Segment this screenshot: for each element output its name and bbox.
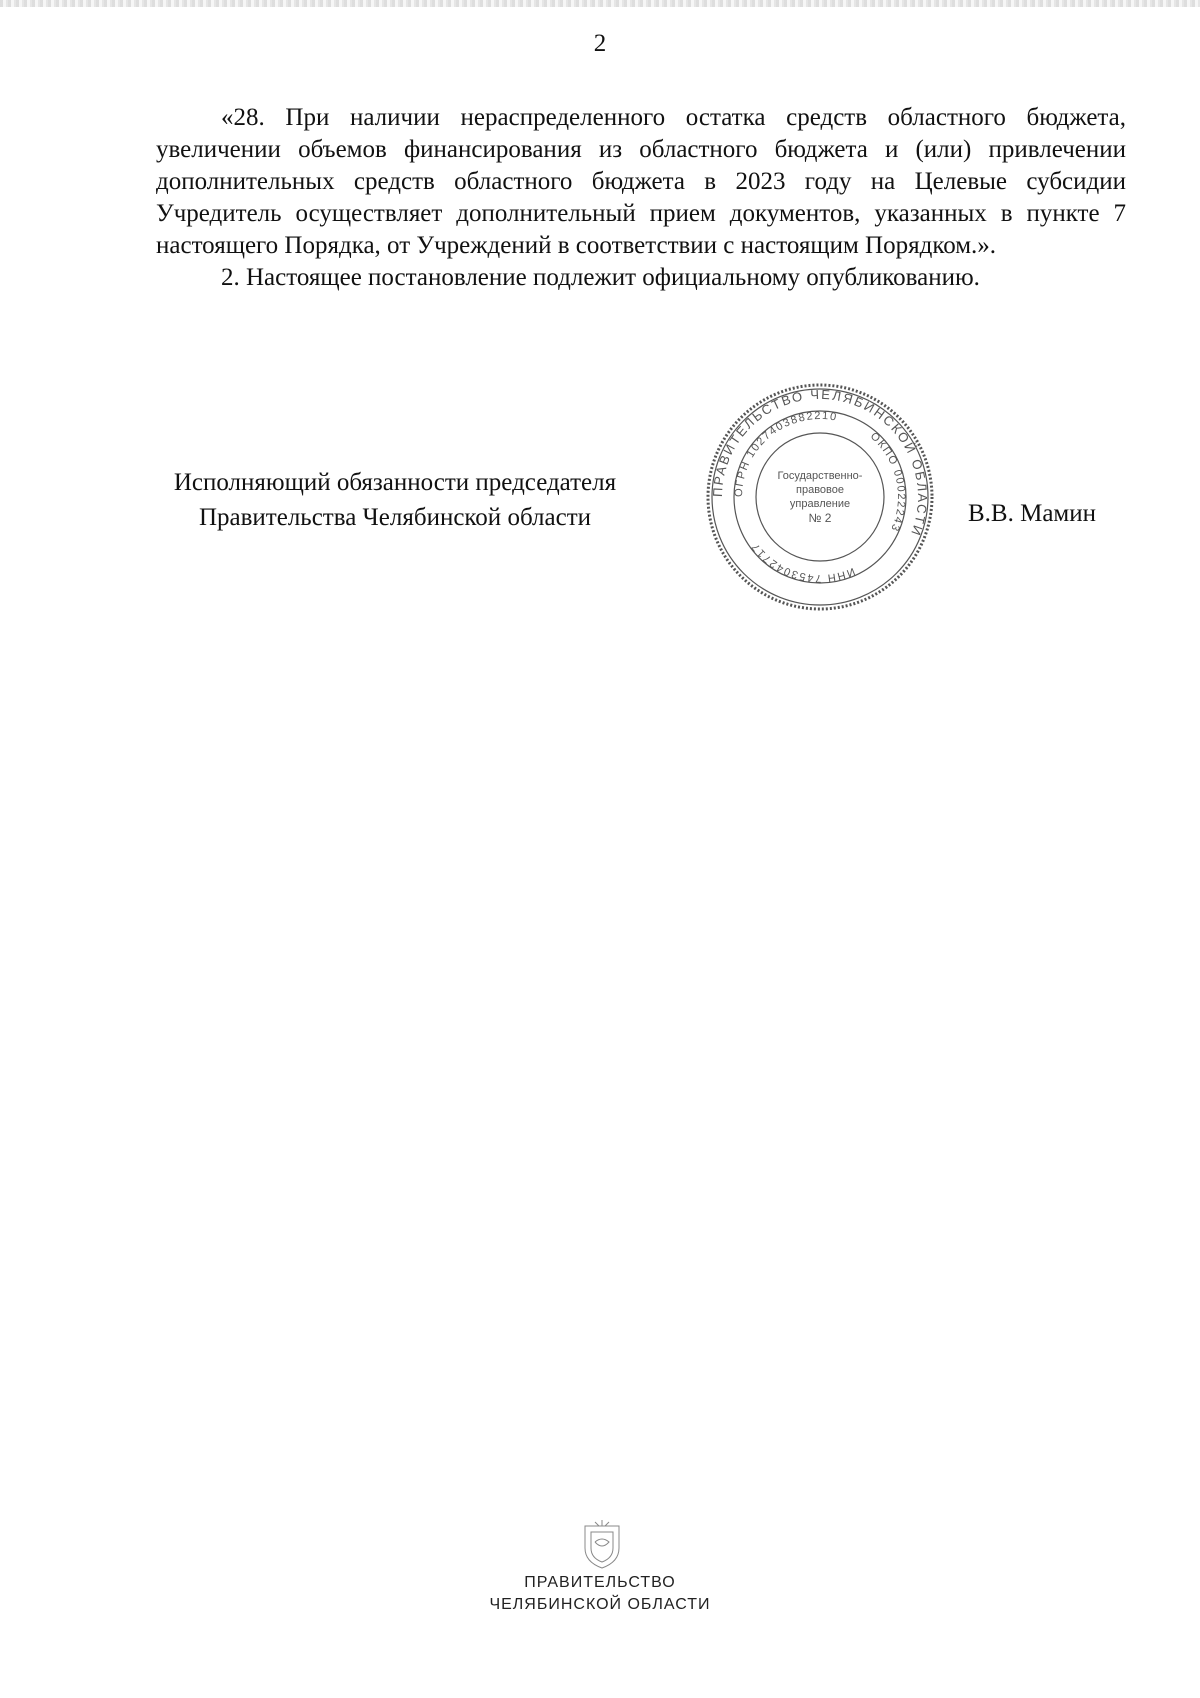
stamp-inner-ring (756, 433, 884, 561)
stamp-center-line1: Государственно- (777, 470, 863, 482)
paragraph-2: 2. Настоящее постановление подлежит официальному опубликованию. (221, 264, 980, 291)
stamp-okpo-text: ОКПО 00022243 (867, 430, 908, 534)
stamp-center-line2: правовое (796, 484, 844, 496)
scan-edge-artifact (0, 0, 1200, 7)
footer-letterhead (0, 1572, 1200, 1616)
stamp-center-line3: управление (789, 498, 851, 510)
stamp-center-line4: № 2 (808, 511, 832, 525)
official-stamp (704, 381, 936, 613)
coat-of-arms-icon (581, 1518, 623, 1570)
stamp-inn-text: ИНН 7453042717 (748, 539, 857, 585)
page-number: 2 (593, 30, 607, 57)
signatory-title-line2: Правительства Челябинской области (198, 504, 592, 531)
footer-line2: ЧЕЛЯБИНСКОЙ ОБЛАСТИ (489, 1596, 711, 1613)
svg-text:ИНН 7453042717 (749, 540, 857, 584)
stamp-ogrn-text: ОГРН 1027403882210 (732, 409, 839, 498)
stamp-outer-text: ПРАВИТЕЛЬСТВО ЧЕЛЯБИНСКОЙ ОБЛАСТИ (709, 386, 931, 540)
paragraph-28: «28. При наличии нераспределенного остатка средств областного бюджета, увеличении объемов финансирования из областного бюджета и (или) привлечении дополнительных средств областного бюджета в 2023 году на Целевые субсидии Учредитель осуществляет дополнительный прием документов, указанных в пункте 7 настоящего Порядка, от Учреждений в соответствии с настоящим Порядком.». (156, 104, 1126, 259)
signatory-title (135, 465, 655, 535)
footer-line1: ПРАВИТЕЛЬСТВО (524, 1574, 676, 1591)
signatory-name: В.В. Мамин (968, 500, 1097, 527)
document-body (156, 102, 1126, 294)
signatory-title-line1: Исполняющий обязанности председателя (173, 469, 617, 496)
